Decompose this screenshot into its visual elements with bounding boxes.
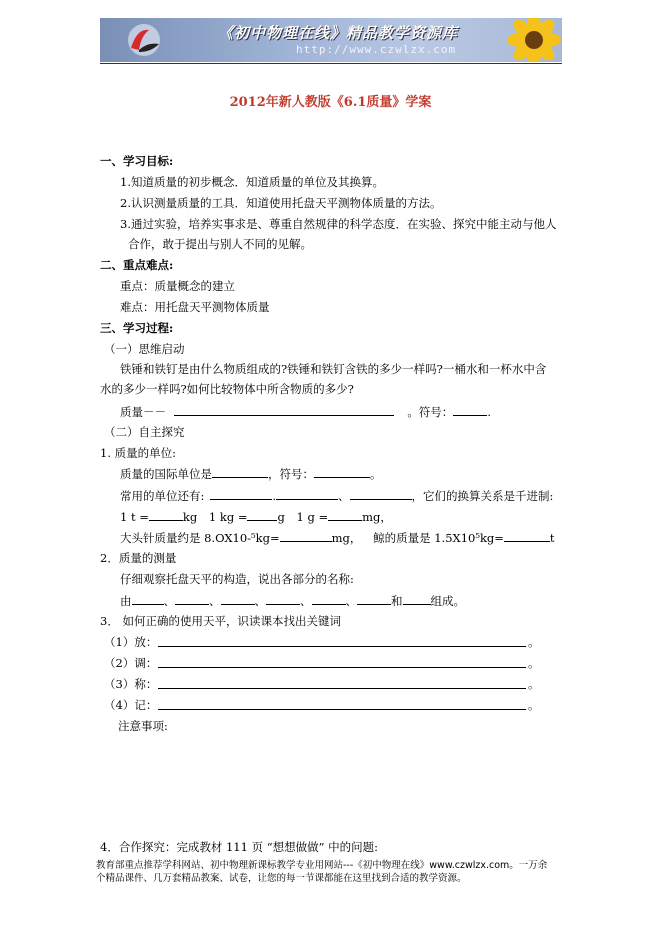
conv-label: 1 kg = <box>208 510 248 524</box>
unit-heading: 1. 质量的单位: <box>100 446 177 460</box>
symbol-label: 。符号： <box>407 405 454 419</box>
blank-unit-2[interactable] <box>276 488 338 500</box>
observe-text: 仔细观察托盘天平的构造，说出各部分的名称: <box>120 572 354 586</box>
blank-step-place[interactable] <box>158 646 526 647</box>
thinking-paragraph: 水的多少一样吗?如何比较物体中所含物质的多少? <box>100 382 354 396</box>
separator: 、 <box>345 594 357 608</box>
step-label: （3）称： <box>104 677 158 691</box>
blank-step-adjust[interactable] <box>158 667 526 668</box>
pin-whale-row <box>120 530 555 545</box>
blank-unit-3[interactable] <box>350 488 412 500</box>
footer-line: 教育部重点推荐学科网站、初中物理新课标教学专业用网站---《初中物理在线》www.czwlzx.com。一万余 <box>96 860 548 871</box>
blank-part-3[interactable] <box>221 593 255 605</box>
difficulty-point: 难点：用托盘天平测物体质量 <box>120 300 270 314</box>
site-logo-icon <box>125 22 163 58</box>
measure-heading: 2．质量的测量 <box>100 551 177 565</box>
period: . <box>487 405 491 419</box>
blank-step-weigh[interactable] <box>158 688 526 689</box>
blank-part-6[interactable] <box>357 593 391 605</box>
blank-kg-to-g[interactable] <box>247 509 277 521</box>
step-end: 。 <box>528 698 540 712</box>
mass-label: 质量－－ <box>120 405 166 419</box>
sunflower-icon <box>492 18 562 62</box>
subsection-thinking: （一）思维启动 <box>104 342 185 356</box>
common-units-end: ，它们的换算关系是千进制: <box>411 489 554 503</box>
blank-part-7[interactable] <box>403 593 431 605</box>
banner-url: http://www.czwlzx.com <box>296 43 457 56</box>
common-units-row <box>120 488 553 503</box>
cooperation-task: 4．合作探究：完成教材 111 页 “想想做做” 中的问题: <box>100 840 379 854</box>
notes-label: 注意事项: <box>118 719 168 733</box>
blank-g-to-mg[interactable] <box>328 509 362 521</box>
pin-unit: mg， <box>331 531 362 545</box>
header-rule <box>100 63 562 64</box>
section-heading-process: 三、学习过程: <box>100 321 174 335</box>
parts-end: 组成。 <box>430 594 465 608</box>
conv-label: 1 g = <box>296 510 329 524</box>
blank-part-4[interactable] <box>266 593 300 605</box>
objective-item: 合作，敢于提出与别人不同的见解。 <box>128 237 312 251</box>
si-symbol-label: ，符号： <box>268 467 314 481</box>
header-banner <box>100 18 562 62</box>
objective-item: 2.认识测量质量的工具．知道使用托盘天平测物体质量的方法。 <box>120 196 442 210</box>
parts-start: 由 <box>120 594 132 608</box>
section-heading-key-points: 二、重点难点: <box>100 258 174 272</box>
objective-item: 3.通过实验，培养实事求是、尊重自然规律的科学态度．在实验、探究中能主动与他人 <box>120 217 557 231</box>
thinking-paragraph: 铁锤和铁钉是由什么物质组成的?铁锤和铁钉含铁的多少一样吗?一桶水和一杯水中含 <box>120 362 547 376</box>
footer-line: 个精品课件、几万套精品教案、试卷，让您的每一节课都能在这里找到合适的教学资源。 <box>96 873 467 884</box>
separator: 、 <box>209 594 221 608</box>
blank-part-1[interactable] <box>132 593 164 605</box>
separator: 、 <box>338 489 350 503</box>
conv-label: 1 t = <box>120 510 149 524</box>
objective-item: 1.知道质量的初步概念．知道质量的单位及其换算。 <box>120 175 384 189</box>
document-title: 2012年新人教版《6.1质量》学案 <box>229 95 432 110</box>
whale-label: 鲸的质量是 1.5X10⁵kg= <box>373 531 504 545</box>
step-label: （4）记： <box>104 698 158 712</box>
separator: . <box>272 489 277 503</box>
conv-unit: mg， <box>362 510 392 524</box>
blank-mass-symbol[interactable] <box>453 404 487 416</box>
pin-label: 大头针质量约是 8.OX10-⁵kg= <box>120 531 280 545</box>
blank-pin-mass[interactable] <box>280 530 332 542</box>
blank-t-to-kg[interactable] <box>149 509 183 521</box>
conversion-row <box>120 509 392 524</box>
blank-unit-1[interactable] <box>210 488 272 500</box>
separator: 、 <box>163 594 175 608</box>
blank-si-unit[interactable] <box>212 466 268 478</box>
step-end: 。 <box>528 677 540 691</box>
subsection-self-study: （二）自主探究 <box>104 425 185 439</box>
blank-whale-mass[interactable] <box>504 530 550 542</box>
blank-step-record[interactable] <box>158 709 526 710</box>
step-label: （2）调： <box>104 656 158 670</box>
balance-parts-row <box>120 593 465 608</box>
step-end: 。 <box>528 656 540 670</box>
si-unit-row <box>120 466 382 481</box>
separator: 、 <box>254 594 266 608</box>
blank-part-2[interactable] <box>175 593 209 605</box>
key-point: 重点：质量概念的建立 <box>120 279 235 293</box>
mass-definition-row <box>120 404 491 419</box>
blank-mass-definition[interactable] <box>174 404 394 416</box>
separator: 、 <box>300 594 312 608</box>
use-heading: 3． 如何正确的使用天平，识读课本找出关键词 <box>100 614 341 628</box>
banner-title: 《初中物理在线》精品教学资源库 <box>218 24 459 42</box>
step-label: （1）放： <box>104 635 158 649</box>
conv-unit: g <box>277 510 285 524</box>
si-unit-label: 质量的国际单位是 <box>120 467 212 481</box>
common-units-label: 常用的单位还有: <box>120 489 205 503</box>
conv-unit: kg <box>182 510 198 524</box>
blank-part-5[interactable] <box>312 593 346 605</box>
blank-si-symbol[interactable] <box>314 466 370 478</box>
section-heading-objectives: 一、学习目标: <box>100 154 174 168</box>
page-footer <box>96 859 566 885</box>
period: 。 <box>370 467 382 481</box>
and-label: 和 <box>391 594 403 608</box>
step-end: 。 <box>528 635 540 649</box>
whale-unit: t <box>549 531 555 545</box>
